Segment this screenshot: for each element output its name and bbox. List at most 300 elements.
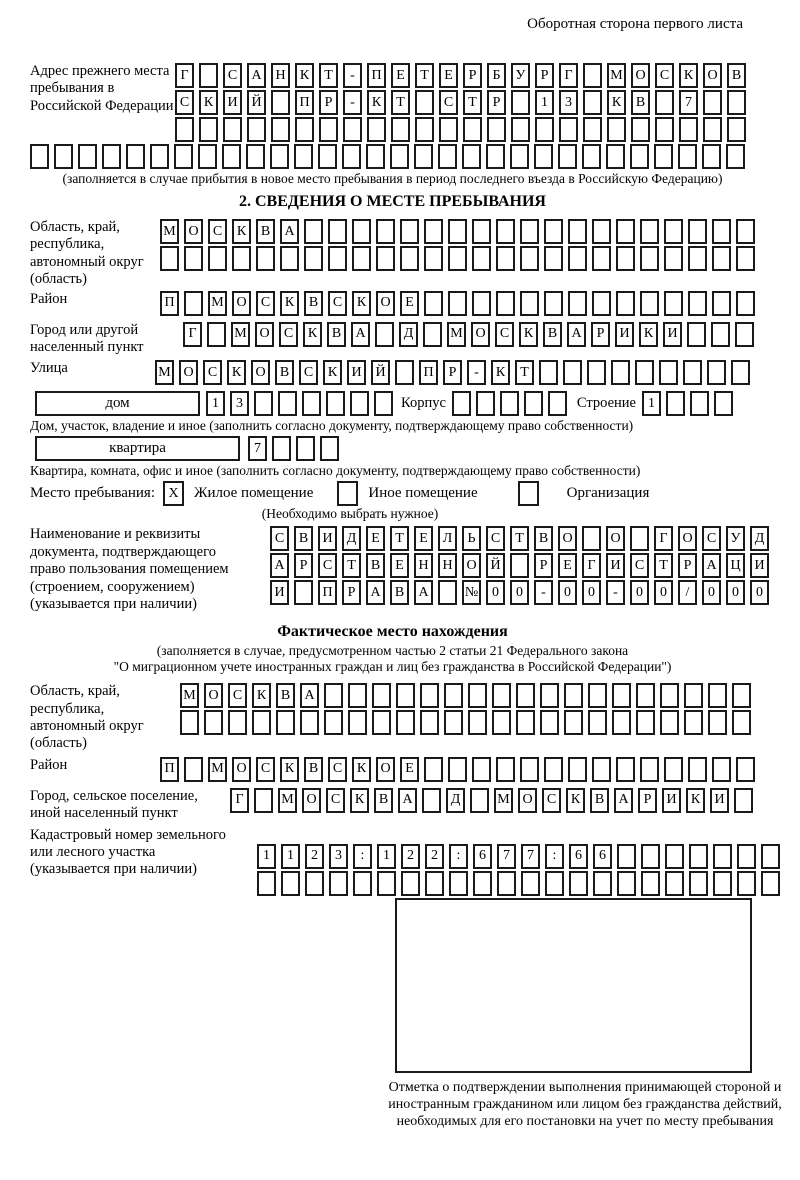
char-cell[interactable]: М <box>278 788 297 813</box>
char-cell[interactable] <box>688 757 707 782</box>
char-cell[interactable]: Р <box>443 360 462 385</box>
char-cell[interactable] <box>616 219 635 244</box>
char-cell[interactable]: П <box>160 757 179 782</box>
char-cell[interactable] <box>689 871 708 896</box>
char-cell[interactable] <box>593 871 612 896</box>
char-cell[interactable]: В <box>366 553 385 578</box>
char-cell[interactable]: О <box>376 291 395 316</box>
char-cell[interactable] <box>702 144 721 169</box>
char-cell[interactable] <box>320 436 339 461</box>
char-cell[interactable] <box>439 117 458 142</box>
char-cell[interactable] <box>367 117 386 142</box>
char-cell[interactable]: Й <box>371 360 390 385</box>
char-cell[interactable] <box>520 757 539 782</box>
char-cell[interactable]: 7 <box>521 844 540 869</box>
char-cell[interactable] <box>366 144 385 169</box>
char-cell[interactable]: А <box>366 580 385 605</box>
char-cell[interactable]: В <box>727 63 746 88</box>
char-cell[interactable] <box>424 246 443 271</box>
char-cell[interactable]: К <box>323 360 342 385</box>
char-cell[interactable] <box>713 871 732 896</box>
char-cell[interactable]: С <box>328 757 347 782</box>
char-cell[interactable] <box>703 117 722 142</box>
char-cell[interactable]: В <box>327 322 346 347</box>
char-cell[interactable] <box>472 246 491 271</box>
char-cell[interactable] <box>689 844 708 869</box>
char-cell[interactable]: Т <box>515 360 534 385</box>
char-cell[interactable] <box>655 90 674 115</box>
char-cell[interactable] <box>300 710 319 735</box>
char-cell[interactable] <box>641 844 660 869</box>
char-cell[interactable]: К <box>367 90 386 115</box>
char-cell[interactable] <box>606 144 625 169</box>
char-cell[interactable] <box>452 391 471 416</box>
char-cell[interactable] <box>208 246 227 271</box>
char-cell[interactable] <box>640 246 659 271</box>
char-cell[interactable]: Т <box>390 526 409 551</box>
checkbox-zhiloe[interactable]: X <box>163 481 184 506</box>
char-cell[interactable] <box>376 246 395 271</box>
char-cell[interactable] <box>664 246 683 271</box>
char-cell[interactable] <box>496 291 515 316</box>
char-cell[interactable]: Л <box>438 526 457 551</box>
char-cell[interactable] <box>761 844 780 869</box>
char-cell[interactable]: Н <box>271 63 290 88</box>
char-cell[interactable]: 0 <box>510 580 529 605</box>
char-cell[interactable]: 1 <box>535 90 554 115</box>
char-cell[interactable]: 0 <box>702 580 721 605</box>
char-cell[interactable] <box>326 391 345 416</box>
char-cell[interactable]: С <box>495 322 514 347</box>
char-cell[interactable] <box>737 871 756 896</box>
char-cell[interactable] <box>612 683 631 708</box>
char-cell[interactable] <box>520 246 539 271</box>
char-cell[interactable]: О <box>376 757 395 782</box>
char-cell[interactable] <box>654 144 673 169</box>
char-cell[interactable]: И <box>223 90 242 115</box>
char-cell[interactable]: 1 <box>642 391 661 416</box>
char-cell[interactable]: П <box>160 291 179 316</box>
char-cell[interactable] <box>592 757 611 782</box>
char-cell[interactable] <box>712 291 731 316</box>
char-cell[interactable] <box>425 871 444 896</box>
char-cell[interactable]: 2 <box>401 844 420 869</box>
char-cell[interactable] <box>305 871 324 896</box>
char-cell[interactable] <box>395 360 414 385</box>
kvartira-box[interactable]: квартира <box>35 436 240 461</box>
char-cell[interactable] <box>726 144 745 169</box>
char-cell[interactable]: О <box>462 553 481 578</box>
char-cell[interactable] <box>640 757 659 782</box>
char-cell[interactable]: С <box>702 526 721 551</box>
char-cell[interactable]: В <box>534 526 553 551</box>
char-cell[interactable]: Д <box>342 526 361 551</box>
char-cell[interactable] <box>544 246 563 271</box>
char-cell[interactable] <box>735 322 754 347</box>
char-cell[interactable]: А <box>567 322 586 347</box>
char-cell[interactable] <box>174 144 193 169</box>
char-cell[interactable] <box>324 710 343 735</box>
char-cell[interactable] <box>372 683 391 708</box>
char-cell[interactable] <box>232 246 251 271</box>
char-cell[interactable]: А <box>614 788 633 813</box>
char-cell[interactable] <box>544 291 563 316</box>
char-cell[interactable]: Р <box>294 553 313 578</box>
char-cell[interactable] <box>348 710 367 735</box>
char-cell[interactable] <box>678 144 697 169</box>
char-cell[interactable]: 2 <box>425 844 444 869</box>
char-cell[interactable]: Г <box>559 63 578 88</box>
char-cell[interactable]: О <box>251 360 270 385</box>
char-cell[interactable] <box>568 291 587 316</box>
char-cell[interactable]: Т <box>510 526 529 551</box>
char-cell[interactable]: : <box>545 844 564 869</box>
char-cell[interactable]: И <box>663 322 682 347</box>
char-cell[interactable]: С <box>326 788 345 813</box>
char-cell[interactable]: М <box>231 322 250 347</box>
char-cell[interactable]: Т <box>319 63 338 88</box>
char-cell[interactable] <box>707 360 726 385</box>
char-cell[interactable] <box>496 246 515 271</box>
char-cell[interactable] <box>630 526 649 551</box>
char-cell[interactable] <box>184 291 203 316</box>
char-cell[interactable]: И <box>662 788 681 813</box>
char-cell[interactable]: К <box>519 322 538 347</box>
checkbox-inoe[interactable] <box>337 481 358 506</box>
char-cell[interactable]: С <box>318 553 337 578</box>
char-cell[interactable]: 0 <box>750 580 769 605</box>
char-cell[interactable] <box>180 710 199 735</box>
char-cell[interactable] <box>319 117 338 142</box>
char-cell[interactable]: В <box>543 322 562 347</box>
char-cell[interactable] <box>377 871 396 896</box>
char-cell[interactable] <box>184 246 203 271</box>
char-cell[interactable] <box>587 360 606 385</box>
char-cell[interactable]: Е <box>414 526 433 551</box>
char-cell[interactable] <box>126 144 145 169</box>
char-cell[interactable] <box>660 683 679 708</box>
char-cell[interactable] <box>391 117 410 142</box>
char-cell[interactable]: М <box>180 683 199 708</box>
char-cell[interactable]: Т <box>342 553 361 578</box>
char-cell[interactable]: М <box>607 63 626 88</box>
char-cell[interactable] <box>731 360 750 385</box>
char-cell[interactable]: К <box>679 63 698 88</box>
char-cell[interactable] <box>734 788 753 813</box>
char-cell[interactable]: В <box>276 683 295 708</box>
char-cell[interactable] <box>510 553 529 578</box>
char-cell[interactable]: И <box>318 526 337 551</box>
char-cell[interactable]: Т <box>463 90 482 115</box>
char-cell[interactable] <box>294 580 313 605</box>
char-cell[interactable]: О <box>703 63 722 88</box>
char-cell[interactable]: 1 <box>377 844 396 869</box>
char-cell[interactable] <box>712 219 731 244</box>
char-cell[interactable]: Й <box>247 90 266 115</box>
char-cell[interactable]: Е <box>558 553 577 578</box>
char-cell[interactable] <box>272 436 291 461</box>
char-cell[interactable]: П <box>367 63 386 88</box>
char-cell[interactable] <box>583 117 602 142</box>
char-cell[interactable]: С <box>256 757 275 782</box>
char-cell[interactable] <box>296 436 315 461</box>
char-cell[interactable]: № <box>462 580 481 605</box>
char-cell[interactable]: П <box>318 580 337 605</box>
char-cell[interactable] <box>376 219 395 244</box>
char-cell[interactable] <box>588 710 607 735</box>
char-cell[interactable] <box>415 117 434 142</box>
char-cell[interactable] <box>640 291 659 316</box>
char-cell[interactable]: Е <box>391 63 410 88</box>
char-cell[interactable] <box>540 683 559 708</box>
char-cell[interactable] <box>175 117 194 142</box>
char-cell[interactable] <box>564 683 583 708</box>
char-cell[interactable] <box>664 219 683 244</box>
char-cell[interactable] <box>424 757 443 782</box>
char-cell[interactable]: К <box>491 360 510 385</box>
char-cell[interactable]: К <box>232 219 251 244</box>
char-cell[interactable] <box>396 683 415 708</box>
char-cell[interactable]: О <box>678 526 697 551</box>
char-cell[interactable]: М <box>447 322 466 347</box>
char-cell[interactable] <box>328 219 347 244</box>
char-cell[interactable]: С <box>542 788 561 813</box>
char-cell[interactable] <box>569 871 588 896</box>
char-cell[interactable]: 1 <box>206 391 225 416</box>
char-cell[interactable] <box>414 144 433 169</box>
char-cell[interactable] <box>256 246 275 271</box>
char-cell[interactable] <box>390 144 409 169</box>
char-cell[interactable]: : <box>353 844 372 869</box>
char-cell[interactable] <box>420 710 439 735</box>
char-cell[interactable] <box>295 117 314 142</box>
char-cell[interactable]: С <box>486 526 505 551</box>
char-cell[interactable] <box>558 144 577 169</box>
char-cell[interactable] <box>607 117 626 142</box>
char-cell[interactable] <box>612 710 631 735</box>
char-cell[interactable]: В <box>631 90 650 115</box>
char-cell[interactable] <box>199 117 218 142</box>
char-cell[interactable] <box>545 871 564 896</box>
char-cell[interactable]: 0 <box>630 580 649 605</box>
char-cell[interactable] <box>374 391 393 416</box>
char-cell[interactable]: О <box>179 360 198 385</box>
char-cell[interactable] <box>468 683 487 708</box>
char-cell[interactable]: С <box>175 90 194 115</box>
char-cell[interactable] <box>727 90 746 115</box>
char-cell[interactable] <box>472 757 491 782</box>
char-cell[interactable] <box>636 683 655 708</box>
char-cell[interactable] <box>329 871 348 896</box>
char-cell[interactable] <box>423 322 442 347</box>
char-cell[interactable]: П <box>419 360 438 385</box>
char-cell[interactable] <box>688 219 707 244</box>
char-cell[interactable]: У <box>511 63 530 88</box>
char-cell[interactable]: Т <box>415 63 434 88</box>
char-cell[interactable] <box>687 322 706 347</box>
char-cell[interactable] <box>539 360 558 385</box>
char-cell[interactable] <box>616 757 635 782</box>
char-cell[interactable]: С <box>299 360 318 385</box>
char-cell[interactable]: Ц <box>726 553 745 578</box>
char-cell[interactable]: 3 <box>329 844 348 869</box>
char-cell[interactable] <box>30 144 49 169</box>
char-cell[interactable] <box>448 757 467 782</box>
char-cell[interactable] <box>304 246 323 271</box>
char-cell[interactable] <box>271 90 290 115</box>
char-cell[interactable]: Е <box>400 757 419 782</box>
char-cell[interactable]: Г <box>654 526 673 551</box>
char-cell[interactable]: А <box>270 553 289 578</box>
char-cell[interactable]: Ь <box>462 526 481 551</box>
char-cell[interactable] <box>516 683 535 708</box>
char-cell[interactable]: О <box>184 219 203 244</box>
char-cell[interactable]: : <box>449 844 468 869</box>
char-cell[interactable] <box>683 360 702 385</box>
char-cell[interactable] <box>448 291 467 316</box>
char-cell[interactable] <box>352 219 371 244</box>
char-cell[interactable]: 7 <box>248 436 267 461</box>
char-cell[interactable]: И <box>615 322 634 347</box>
char-cell[interactable] <box>616 291 635 316</box>
char-cell[interactable]: Д <box>399 322 418 347</box>
char-cell[interactable] <box>492 683 511 708</box>
char-cell[interactable] <box>438 580 457 605</box>
char-cell[interactable]: А <box>398 788 417 813</box>
char-cell[interactable] <box>582 144 601 169</box>
char-cell[interactable] <box>737 844 756 869</box>
char-cell[interactable] <box>247 117 266 142</box>
char-cell[interactable] <box>582 526 601 551</box>
char-cell[interactable] <box>616 246 635 271</box>
char-cell[interactable]: Т <box>654 553 673 578</box>
char-cell[interactable] <box>660 710 679 735</box>
char-cell[interactable] <box>375 322 394 347</box>
char-cell[interactable] <box>352 246 371 271</box>
char-cell[interactable] <box>294 144 313 169</box>
char-cell[interactable] <box>353 871 372 896</box>
char-cell[interactable]: К <box>295 63 314 88</box>
char-cell[interactable] <box>496 757 515 782</box>
char-cell[interactable]: П <box>295 90 314 115</box>
char-cell[interactable]: Н <box>438 553 457 578</box>
char-cell[interactable]: В <box>390 580 409 605</box>
char-cell[interactable]: 6 <box>569 844 588 869</box>
char-cell[interactable] <box>665 844 684 869</box>
char-cell[interactable] <box>732 683 751 708</box>
char-cell[interactable] <box>496 219 515 244</box>
char-cell[interactable] <box>281 871 300 896</box>
char-cell[interactable]: А <box>702 553 721 578</box>
char-cell[interactable]: Г <box>175 63 194 88</box>
char-cell[interactable]: С <box>223 63 242 88</box>
char-cell[interactable]: К <box>252 683 271 708</box>
char-cell[interactable] <box>516 710 535 735</box>
char-cell[interactable] <box>712 757 731 782</box>
char-cell[interactable]: В <box>374 788 393 813</box>
char-cell[interactable]: 1 <box>281 844 300 869</box>
char-cell[interactable]: Р <box>487 90 506 115</box>
char-cell[interactable] <box>732 710 751 735</box>
char-cell[interactable]: А <box>247 63 266 88</box>
char-cell[interactable] <box>54 144 73 169</box>
char-cell[interactable]: И <box>606 553 625 578</box>
char-cell[interactable] <box>184 757 203 782</box>
char-cell[interactable]: О <box>232 757 251 782</box>
char-cell[interactable] <box>222 144 241 169</box>
char-cell[interactable]: К <box>686 788 705 813</box>
char-cell[interactable]: 3 <box>230 391 249 416</box>
char-cell[interactable]: О <box>232 291 251 316</box>
char-cell[interactable]: С <box>655 63 674 88</box>
char-cell[interactable]: Е <box>439 63 458 88</box>
char-cell[interactable]: К <box>607 90 626 115</box>
char-cell[interactable]: - <box>467 360 486 385</box>
char-cell[interactable] <box>150 144 169 169</box>
char-cell[interactable] <box>736 219 755 244</box>
char-cell[interactable] <box>520 219 539 244</box>
char-cell[interactable]: 0 <box>726 580 745 605</box>
char-cell[interactable] <box>343 117 362 142</box>
char-cell[interactable] <box>679 117 698 142</box>
char-cell[interactable] <box>472 219 491 244</box>
char-cell[interactable]: И <box>270 580 289 605</box>
char-cell[interactable]: К <box>227 360 246 385</box>
char-cell[interactable] <box>534 144 553 169</box>
char-cell[interactable] <box>350 391 369 416</box>
char-cell[interactable] <box>449 871 468 896</box>
char-cell[interactable] <box>396 710 415 735</box>
char-cell[interactable]: С <box>203 360 222 385</box>
char-cell[interactable] <box>462 144 481 169</box>
char-cell[interactable] <box>659 360 678 385</box>
char-cell[interactable] <box>448 219 467 244</box>
char-cell[interactable] <box>583 63 602 88</box>
char-cell[interactable] <box>568 757 587 782</box>
char-cell[interactable] <box>463 117 482 142</box>
char-cell[interactable] <box>254 391 273 416</box>
char-cell[interactable] <box>655 117 674 142</box>
char-cell[interactable] <box>78 144 97 169</box>
char-cell[interactable]: С <box>328 291 347 316</box>
char-cell[interactable] <box>438 144 457 169</box>
char-cell[interactable] <box>252 710 271 735</box>
char-cell[interactable] <box>583 90 602 115</box>
char-cell[interactable]: О <box>302 788 321 813</box>
char-cell[interactable] <box>684 683 703 708</box>
char-cell[interactable] <box>318 144 337 169</box>
char-cell[interactable] <box>207 322 226 347</box>
char-cell[interactable] <box>415 90 434 115</box>
char-cell[interactable] <box>617 871 636 896</box>
char-cell[interactable] <box>684 710 703 735</box>
char-cell[interactable] <box>342 144 361 169</box>
char-cell[interactable]: О <box>518 788 537 813</box>
char-cell[interactable] <box>160 246 179 271</box>
char-cell[interactable] <box>592 291 611 316</box>
char-cell[interactable] <box>641 871 660 896</box>
char-cell[interactable]: У <box>726 526 745 551</box>
char-cell[interactable] <box>690 391 709 416</box>
char-cell[interactable]: К <box>280 291 299 316</box>
char-cell[interactable] <box>246 144 265 169</box>
char-cell[interactable] <box>688 291 707 316</box>
char-cell[interactable] <box>714 391 733 416</box>
char-cell[interactable]: И <box>750 553 769 578</box>
char-cell[interactable] <box>420 683 439 708</box>
dom-box[interactable]: дом <box>35 391 200 416</box>
char-cell[interactable]: Р <box>463 63 482 88</box>
